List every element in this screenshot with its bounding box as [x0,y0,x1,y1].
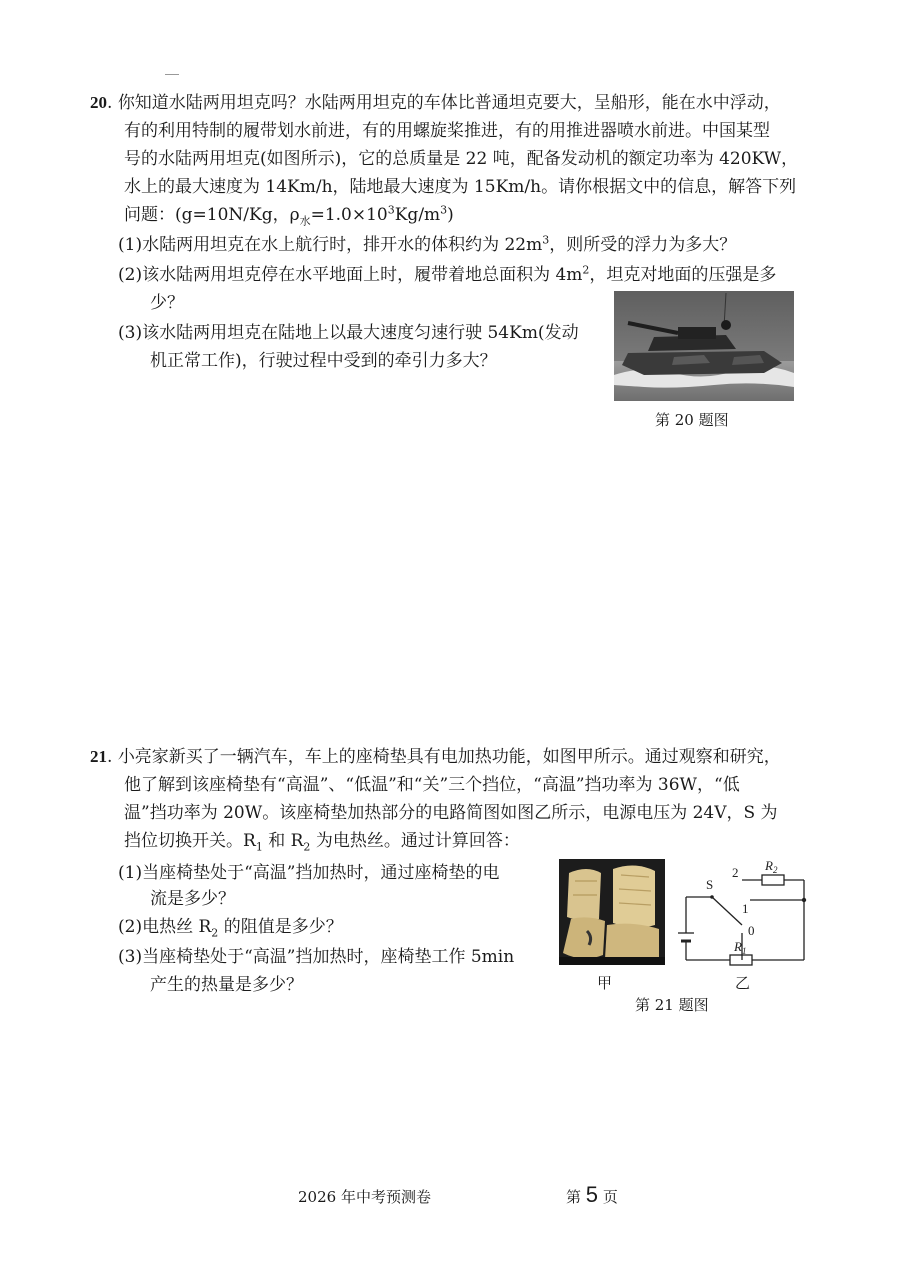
q20-line-1: 20. 你知道水陆两用坦克吗？水陆两用坦克的车体比普通坦克要大，呈船形，能在水中浮动， [90,93,781,113]
q21-part-1-line-1: (1)当座椅垫处于“高温”挡加热时，通过座椅垫的电 [118,863,500,883]
q21-part-3-line-2: 产生的热量是多少？ [150,975,303,995]
circuit-diagram [670,855,820,970]
q21-line-4: 挡位切换开关。$R_1$ 和 $R_2$ 为电热丝。通过计算回答： [124,831,520,854]
seat-illustration [559,859,665,965]
q20-part-2-cont: 少？ [150,293,184,313]
q20-part-3-line-2: 机正常工作)，行驶过程中受到的牵引力多大？ [150,351,497,371]
switch-label: S [706,877,714,892]
junction-dot [802,898,806,902]
q20-part-1: (1)水陆两用坦克在水上航行时，排开水的体积约为 $22m^3$，则所受的浮力为多大？ [118,233,737,255]
q20-part-2: (2)该水陆两用坦克停在水平地面上时，履带着地总面积为 $4m^2$，坦克对地面的压强是多 [118,263,777,285]
resistor-r2 [762,875,784,885]
q20-number: 20 [90,93,107,112]
q21-line-2: 他了解到该座椅垫有“高温”、“低温”和“关”三个挡位，“高温”挡功率为 36W，“低 [124,775,740,795]
tank-illustration [614,291,794,401]
q20-line-5: 问题：(g=10N/Kg，$\rho_水=1.0\times 10^3Kg/m^3$) [124,203,454,228]
pos-2-label: 2 [732,865,739,880]
q20-line-3: 号的水陆两用坦克(如图所示)，它的总质量是 22 吨，配备发动机的额定功率为 420KW， [124,149,799,169]
q20-line-4: 水上的最大速度为 14Km/h，陆地最大速度为 15Km/h。请你根据文中的信息，解答下列 [124,177,797,197]
figure-label-yi: 乙 [735,974,751,992]
pos-0-label: 0 [748,923,755,938]
switch-blade [712,897,742,925]
figure-label-jia: 甲 [597,974,613,992]
q21-line-3: 温”挡功率为 20W。该座椅垫加热部分的电路简图如图乙所示，电源电压为 24V，S 为 [124,803,778,823]
tank-photo [614,291,794,401]
resistor-r1 [730,955,752,965]
q21-number: 21 [90,747,107,766]
q21-part-3-line-1: (3)当座椅垫处于“高温”挡加热时，座椅垫工作 5min [118,947,515,967]
seat-photo [559,859,665,965]
q20-figure-caption: 第 20 题图 [655,411,729,429]
footer-page: 第 5 页 [566,1182,618,1207]
scan-mark [165,74,179,75]
q21-line-1: 21. 小亮家新买了一辆汽车，车上的座椅垫具有电加热功能，如图甲所示。通过观察和研究， [90,747,781,767]
q21-part-1-line-2: 流是多少？ [150,889,235,909]
q20-part-3-line-1: (3)该水陆两用坦克在陆地上以最大速度匀速行驶 54Km(发动 [118,323,579,343]
pos-1-label: 1 [742,901,749,916]
r2-label: $R_2$ [765,858,778,875]
page-number: 5 [585,1182,599,1207]
switch-pivot [710,895,714,899]
q21-part-2: (2)电热丝 $R_2$ 的阻值是多少？ [118,917,343,940]
q21-figure-caption: 第 21 题图 [635,996,709,1014]
r1-label: $R_1$ [734,939,747,956]
footer-title: 2026 年中考预测卷 [298,1188,431,1206]
q20-line-2: 有的利用特制的履带划水前进，有的用螺旋桨推进，有的用推进器喷水前进。中国某型 [124,121,770,141]
